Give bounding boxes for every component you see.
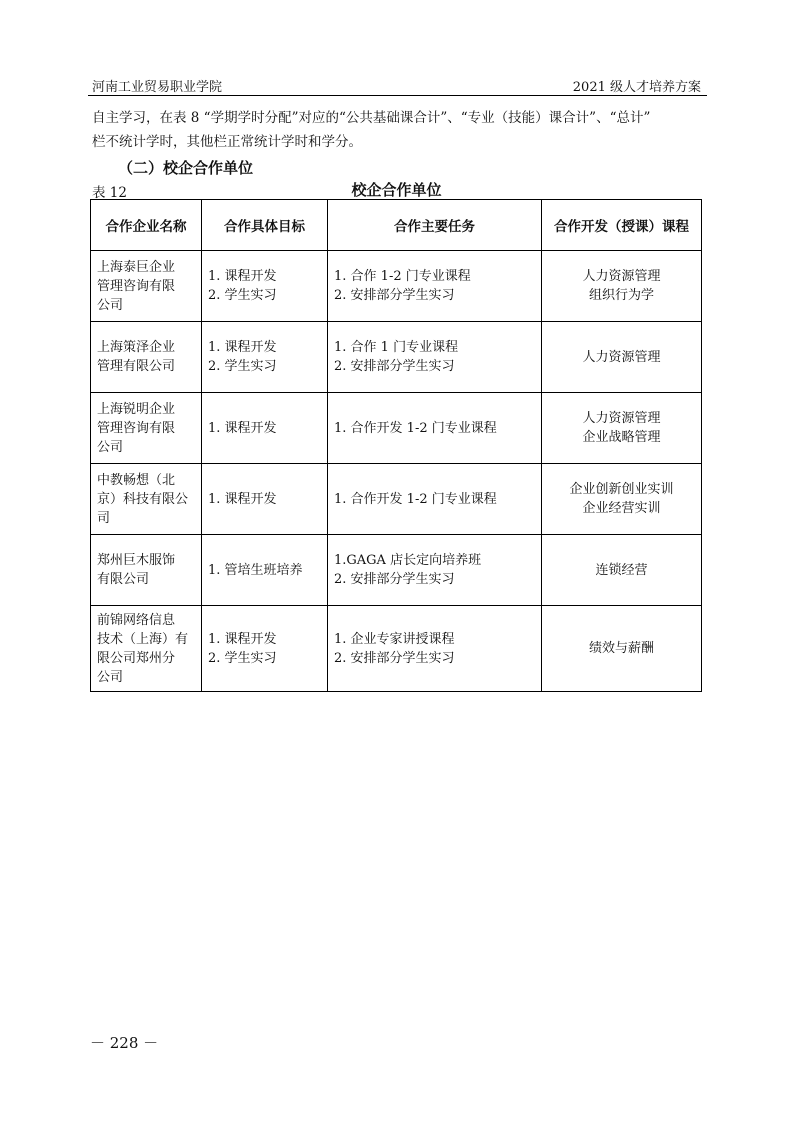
courses-line: 企业创新创业实训: [569, 482, 674, 497]
company-name-line: 限公司郑州分: [97, 650, 176, 666]
header-courses: 合作开发（授课）课程: [542, 200, 702, 251]
company-name-line: 有限公司: [97, 572, 150, 587]
tasks-cell: [328, 322, 542, 393]
paragraph-line-1: 自主学习，在表 8 “学期学时分配”对应的“公共基础课合计”、“专业（技能）课合计”、“总计”: [92, 110, 651, 126]
courses-line: 企业经营实训: [582, 501, 661, 516]
company-name-line: 前锦网络信息: [97, 612, 176, 628]
goals-line: 1. 课程开发: [208, 269, 277, 284]
tasks-line: 1. 合作开发 1-2 门专业课程: [334, 420, 497, 436]
table-row: [91, 251, 702, 322]
goals-line: 2. 学生实习: [208, 359, 277, 374]
goals-line: 1. 课程开发: [208, 491, 277, 507]
company-name-line: 公司: [97, 669, 124, 685]
header-tasks: 合作主要任务: [328, 200, 542, 251]
company-name-line: 中教畅想（北: [97, 472, 176, 488]
company-name-cell: [91, 251, 202, 322]
goals-cell: [202, 535, 328, 606]
company-name-cell: [91, 535, 202, 606]
company-name-line: 京）科技有限公: [97, 491, 189, 507]
company-name-line: 郑州巨木服饰: [97, 553, 176, 568]
tasks-line: 2. 安排部分学生实习: [334, 650, 455, 666]
courses-line: 人力资源管理: [582, 349, 661, 365]
company-name-line: 上海策泽企业: [97, 340, 176, 355]
goals-cell: [202, 393, 328, 464]
goals-cell: [202, 322, 328, 393]
courses-line: 组织行为学: [588, 288, 654, 303]
courses-line: 人力资源管理: [582, 411, 661, 426]
company-name-line: 管理咨询有限: [97, 420, 176, 436]
tasks-line: 1. 企业专家讲授课程: [334, 631, 455, 647]
company-name-line: 管理有限公司: [97, 359, 176, 374]
company-name-line: 司: [97, 510, 111, 526]
courses-cell: [542, 606, 702, 692]
header-goals: 合作具体目标: [202, 200, 328, 251]
company-name-line: 公司: [97, 439, 124, 455]
table-row: [91, 393, 702, 464]
table-row: [91, 322, 702, 393]
company-name-line: 公司: [97, 297, 124, 313]
courses-cell: [542, 393, 702, 464]
goals-line: 2. 学生实习: [208, 288, 277, 303]
goals-line: 1. 课程开发: [208, 420, 277, 436]
tasks-line: 2. 安排部分学生实习: [334, 572, 455, 587]
courses-line: 企业战略管理: [582, 430, 661, 445]
courses-cell: [542, 535, 702, 606]
courses-line: 绩效与薪酬: [588, 641, 654, 656]
courses-cell: [542, 464, 702, 535]
cooperation-table: [90, 199, 702, 692]
company-name-line: 上海泰巨企业: [97, 259, 176, 275]
header-company-name: 合作企业名称: [91, 200, 202, 251]
table-title: 校企合作单位: [351, 181, 442, 199]
courses-cell: [542, 251, 702, 322]
paragraph-line-2: 栏不统计学时，其他栏正常统计学时和学分。: [92, 134, 362, 150]
tasks-cell: [328, 606, 542, 692]
tasks-cell: [328, 251, 542, 322]
table-header-row: [91, 200, 702, 251]
tasks-line: 2. 安排部分学生实习: [334, 288, 455, 303]
section-title: （二）校企合作单位: [118, 159, 254, 177]
goals-cell: [202, 251, 328, 322]
goals-cell: [202, 464, 328, 535]
goals-line: 1. 课程开发: [208, 631, 277, 647]
tasks-cell: [328, 464, 542, 535]
courses-line: 人力资源管理: [582, 269, 661, 284]
tasks-line: 1. 合作 1 门专业课程: [334, 340, 459, 355]
company-name-cell: [91, 606, 202, 692]
header-right: 2021 级人才培养方案: [572, 80, 701, 95]
tasks-cell: [328, 535, 542, 606]
goals-line: 2. 学生实习: [208, 650, 277, 666]
tasks-line: 1. 合作 1-2 门专业课程: [334, 269, 471, 284]
table-row: [91, 535, 702, 606]
tasks-line: 2. 安排部分学生实习: [334, 359, 455, 374]
company-name-cell: [91, 464, 202, 535]
header-rule: [88, 95, 707, 96]
tasks-line: 1.GAGA 店长定向培养班: [334, 553, 482, 568]
courses-cell: [542, 322, 702, 393]
company-name-line: 管理咨询有限: [97, 278, 176, 294]
tasks-line: 1. 合作开发 1-2 门专业课程: [334, 491, 497, 507]
goals-line: 1. 管培生班培养: [208, 562, 303, 578]
table-row: [91, 606, 702, 692]
table-number: 表 12: [92, 185, 127, 201]
page-number: － 228 －: [90, 1034, 159, 1052]
courses-line: 连锁经营: [595, 562, 648, 578]
table-row: [91, 464, 702, 535]
tasks-cell: [328, 393, 542, 464]
company-name-cell: [91, 393, 202, 464]
company-name-line: 技术（上海）有: [97, 631, 189, 647]
company-name-cell: [91, 322, 202, 393]
goals-cell: [202, 606, 328, 692]
company-name-line: 上海锐明企业: [97, 401, 176, 417]
header-left: 河南工业贸易职业学院: [92, 80, 223, 95]
goals-line: 1. 课程开发: [208, 340, 277, 355]
